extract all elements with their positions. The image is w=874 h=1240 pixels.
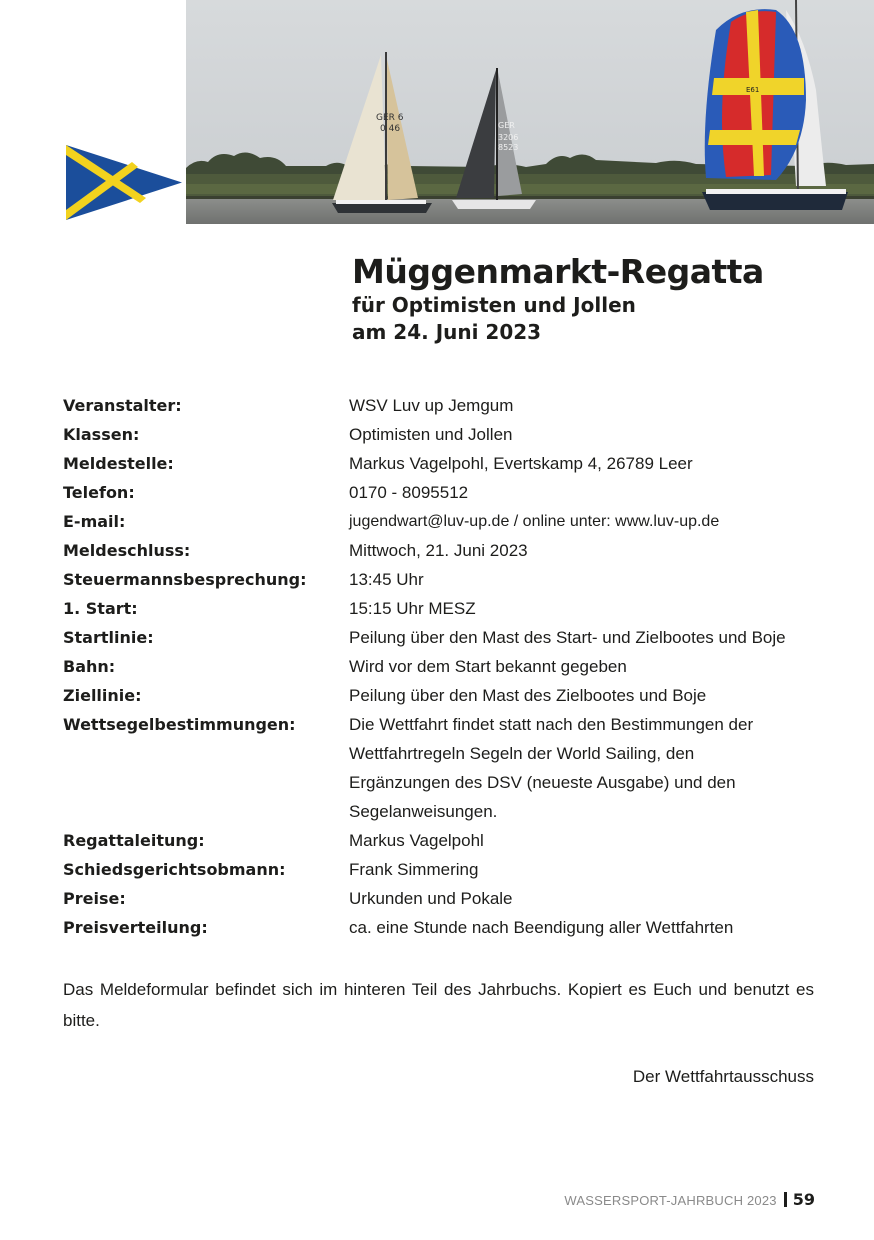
detail-value	[349, 565, 823, 594]
detail-value-line: WSV Luv up Jemgum	[349, 396, 514, 415]
detail-row	[63, 710, 823, 826]
detail-row	[63, 507, 823, 536]
title-block	[352, 252, 764, 346]
detail-value-line: Mittwoch, 21. Juni 2023	[349, 541, 528, 560]
regatta-details	[63, 391, 823, 942]
svg-text:GER 6: GER 6	[376, 113, 404, 123]
detail-value-line: Urkunden und Pokale	[349, 889, 513, 908]
detail-value-line: Segelanweisungen.	[349, 802, 498, 821]
detail-label: 1. Start:	[63, 599, 138, 618]
detail-value-line: Ergänzungen des DSV (neueste Ausgabe) und den	[349, 773, 736, 792]
page-title: Müggenmarkt-Regatta	[352, 252, 764, 291]
signature: Der Wettfahrtausschuss	[632, 1067, 814, 1086]
detail-label: Schiedsgerichtsobmann:	[63, 860, 286, 879]
detail-value-line: Optimisten und Jollen	[349, 425, 513, 444]
detail-value-line: Die Wettfahrt findet statt nach den Bestimmungen der	[349, 715, 754, 734]
detail-value	[349, 391, 823, 420]
page-footer	[564, 1190, 815, 1209]
detail-value	[349, 623, 823, 652]
detail-label: Preisverteilung:	[63, 918, 208, 937]
detail-value	[349, 536, 823, 565]
detail-value-line: Wird vor dem Start bekannt gegeben	[349, 657, 627, 676]
svg-text:GER: GER	[498, 121, 515, 130]
detail-label: Klassen:	[63, 425, 140, 444]
detail-label: Startlinie:	[63, 628, 154, 647]
detail-value-line: Frank Simmering	[349, 860, 479, 879]
detail-value-line: ca. eine Stunde nach Beendigung aller Wettfahrten	[349, 918, 734, 937]
detail-label: Bahn:	[63, 657, 116, 676]
detail-label: Meldeschluss:	[63, 541, 191, 560]
detail-value	[349, 884, 823, 913]
detail-value	[349, 652, 823, 681]
detail-value	[349, 855, 823, 884]
detail-row	[63, 826, 823, 855]
detail-row	[63, 913, 823, 942]
entry-form-note: Das Meldeformular befindet sich im hinteren Teil des Jahrbuchs. Kopiert es Euch und benutzt es bitte.	[63, 980, 814, 1030]
detail-value-line: Markus Vagelpohl, Evertskamp 4, 26789 Leer	[349, 454, 693, 473]
detail-value	[349, 913, 823, 942]
detail-row	[63, 478, 823, 507]
detail-value-line: 15:15 Uhr MESZ	[349, 599, 476, 618]
detail-value-line: 13:45 Uhr	[349, 570, 424, 589]
detail-row	[63, 391, 823, 420]
sailing-boats-photo	[186, 0, 874, 224]
detail-value-line: jugendwart@luv-up.de / online unter: www.luv-up.de	[349, 513, 720, 530]
detail-label: Ziellinie:	[63, 686, 142, 705]
detail-value	[349, 681, 823, 710]
detail-label: Wettsegelbestimmungen:	[63, 715, 296, 734]
svg-text:3206: 3206	[498, 133, 519, 142]
detail-value	[349, 478, 823, 507]
detail-row	[63, 855, 823, 884]
detail-row	[63, 652, 823, 681]
detail-value-line: 0170 - 8095512	[349, 483, 469, 502]
detail-row	[63, 565, 823, 594]
detail-value-line: Wettfahrtregeln Segeln der World Sailing, den	[349, 744, 695, 763]
publication-name: WASSERSPORT-JAHRBUCH 2023	[564, 1193, 777, 1208]
detail-label: Steuermannsbesprechung:	[63, 570, 307, 589]
detail-row	[63, 594, 823, 623]
detail-value	[349, 507, 823, 536]
svg-text:8523: 8523	[498, 143, 519, 152]
detail-row	[63, 449, 823, 478]
detail-label: Meldestelle:	[63, 454, 174, 473]
detail-label: Veranstalter:	[63, 396, 182, 415]
detail-row	[63, 420, 823, 449]
club-pennant-flag	[66, 145, 182, 220]
detail-value	[349, 449, 823, 478]
detail-label: Telefon:	[63, 483, 135, 502]
footer-divider	[784, 1192, 787, 1207]
detail-value-line: Markus Vagelpohl	[349, 831, 484, 850]
detail-value-line: Peilung über den Mast des Zielbootes und Boje	[349, 686, 707, 705]
detail-row	[63, 536, 823, 565]
detail-value	[349, 420, 823, 449]
detail-value	[349, 826, 823, 855]
detail-label: Regattaleitung:	[63, 831, 205, 850]
detail-label: Preise:	[63, 889, 126, 908]
detail-row	[63, 884, 823, 913]
svg-text:0 46: 0 46	[380, 124, 401, 134]
detail-label: E-mail:	[63, 512, 126, 531]
detail-value	[349, 594, 823, 623]
header-photo	[186, 0, 874, 224]
svg-text:E61: E61	[746, 86, 760, 94]
detail-value	[349, 710, 823, 826]
subtitle-date: am 24. Juni 2023	[352, 320, 542, 344]
detail-row	[63, 681, 823, 710]
subtitle-classes: für Optimisten und Jollen	[352, 293, 636, 317]
detail-value-line: Peilung über den Mast des Start- und Zielbootes und Boje	[349, 628, 786, 647]
page-number: 59	[792, 1190, 815, 1209]
detail-row	[63, 623, 823, 652]
